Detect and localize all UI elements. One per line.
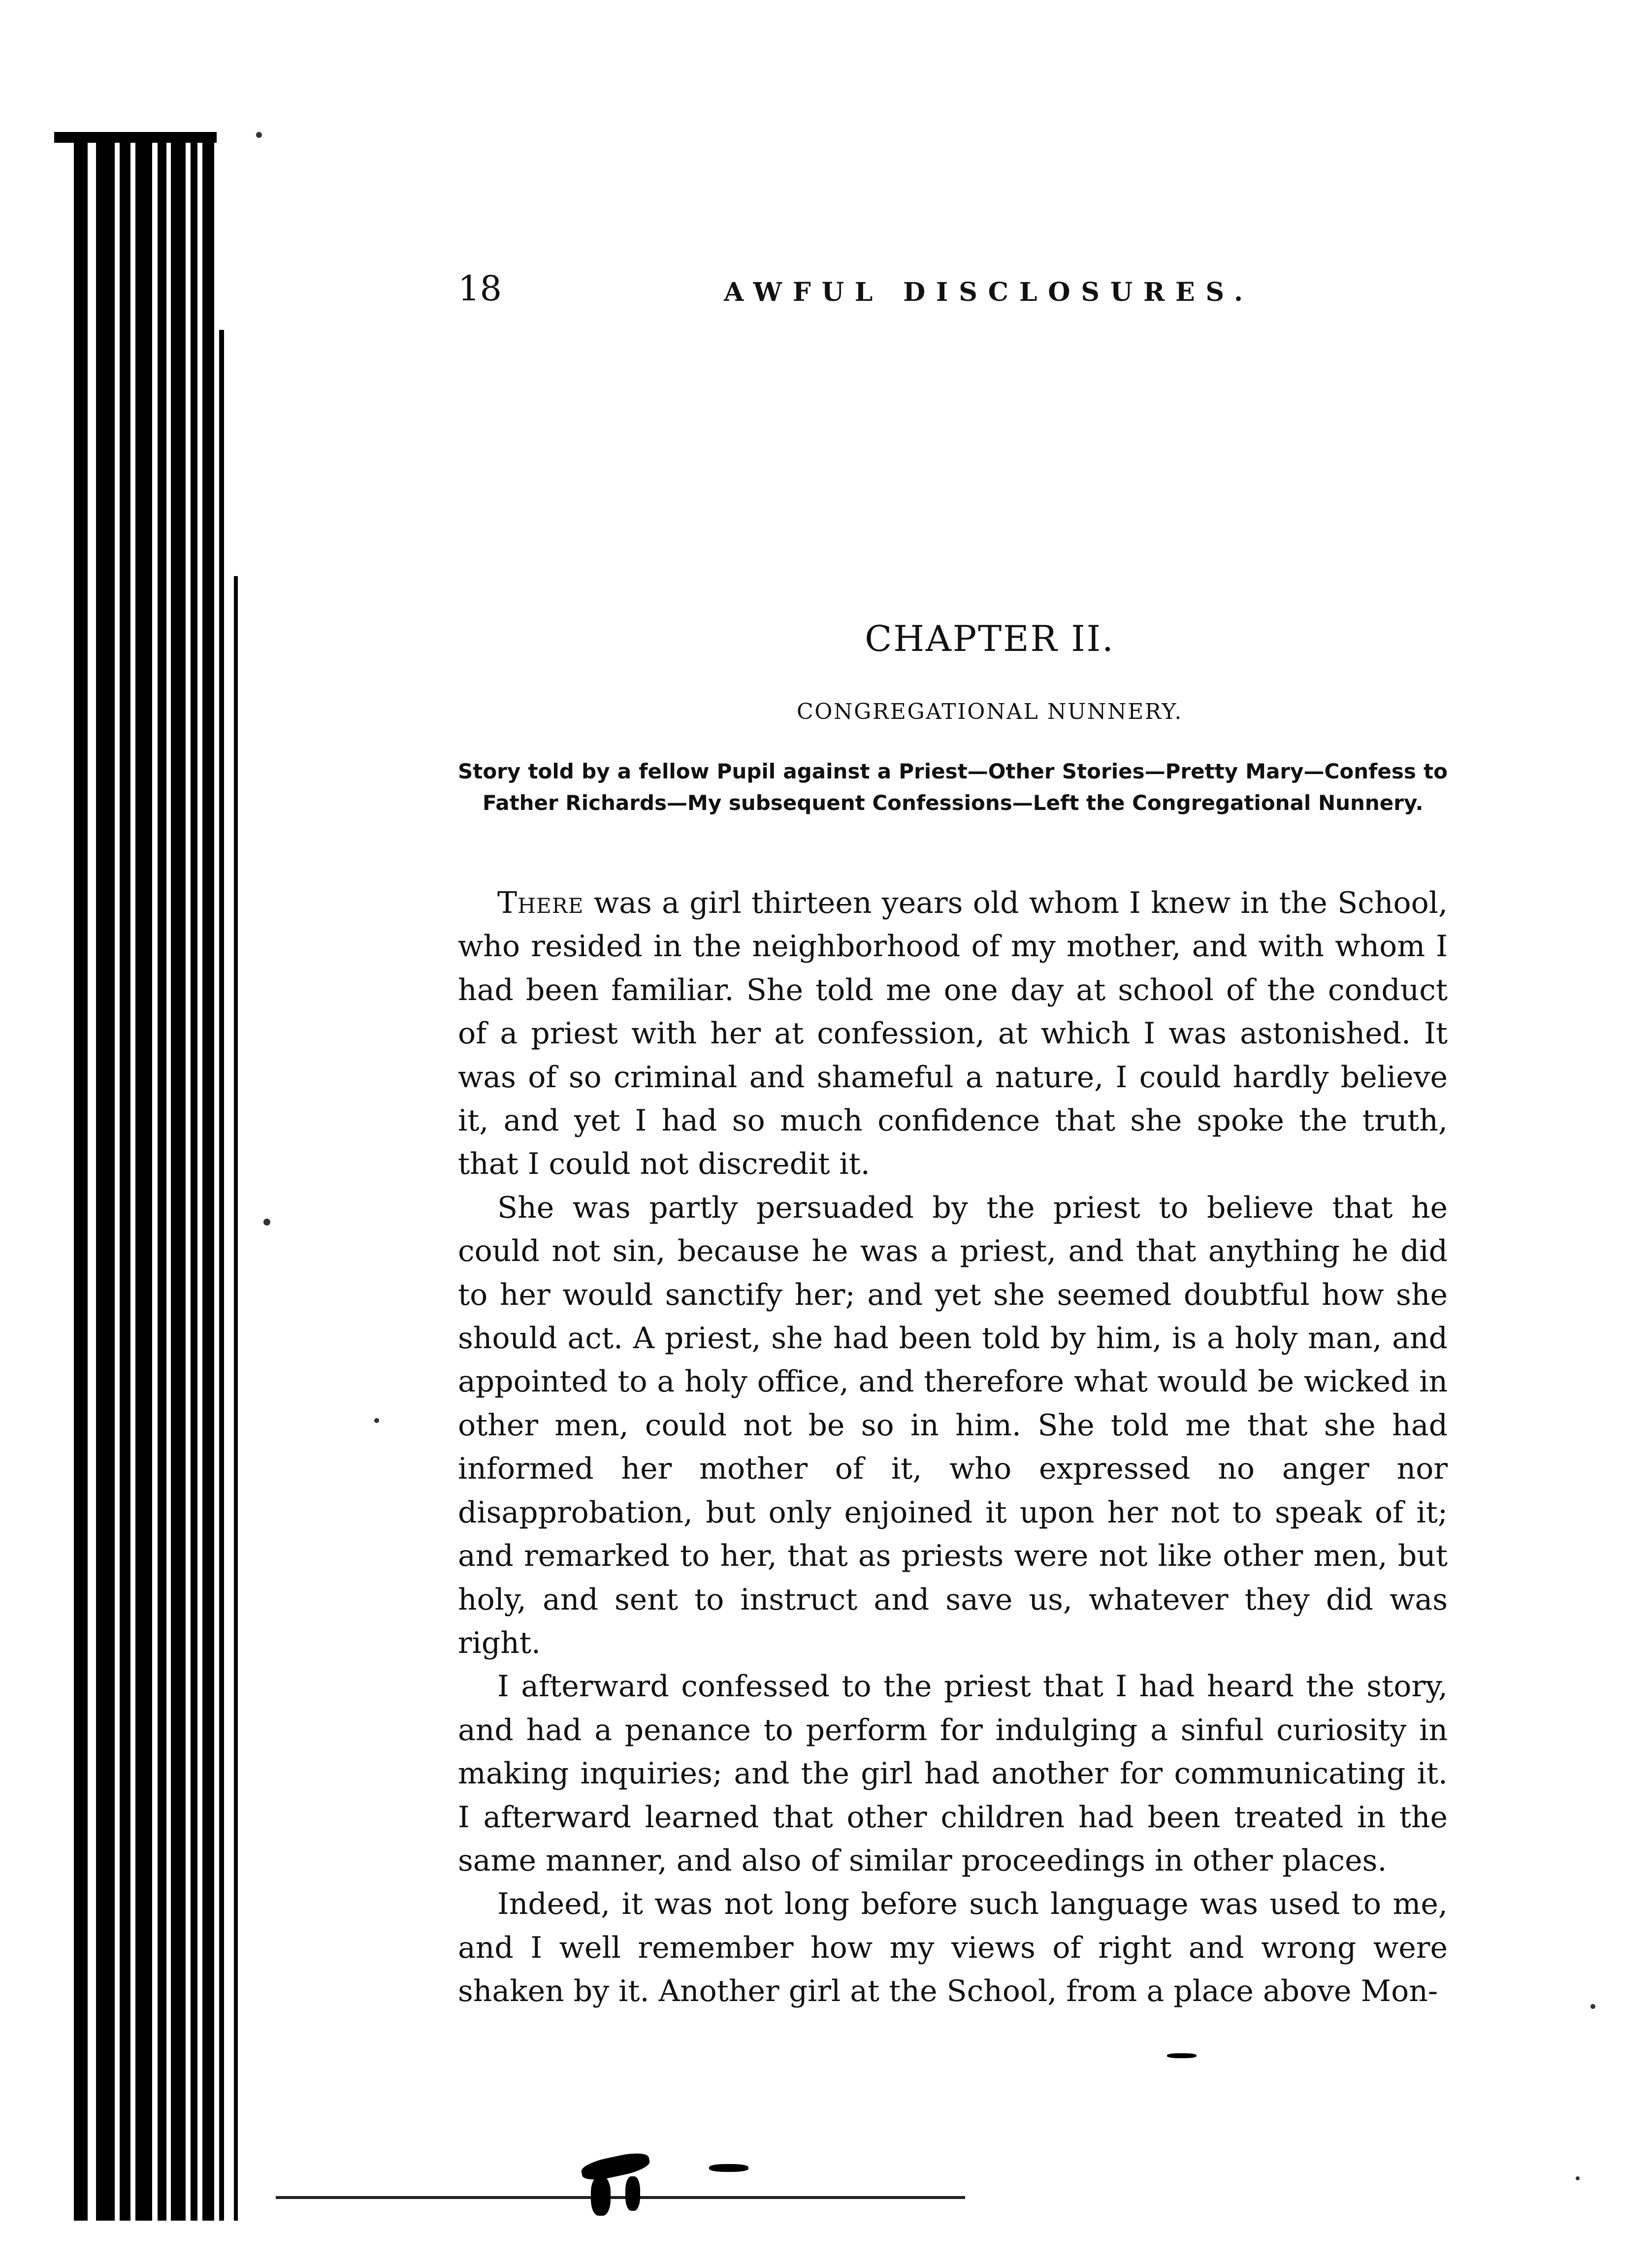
chapter-title: CHAPTER II.	[865, 618, 1115, 659]
ink-blot	[580, 2150, 651, 2183]
running-title: AWFUL DISCLOSURES.	[724, 277, 1254, 307]
paragraph-text: I afterward confessed to the priest that I had heard the story, and had a penance to perform for indulging a sinful curiosity in making inquiries; and the girl had another for communicating it. I afterward learned that other children had been treated in the same manner, and also of similar proceedings in other places.	[458, 1669, 1448, 1878]
paragraph-lead-word: There	[497, 886, 584, 920]
ink-blot	[1167, 2053, 1197, 2058]
paragraph-text: She was partly persuaded by the priest to believe that he could not sin, because he was a priest, and that anything he did to her would sanctify her; and yet she seemed doubtful how she should act. A priest, she had been told by him, is a holy man, and appointed to a holy office, and therefore what would be wicked in other men, could not be so in him. She told me that she had informed her mother of it, who expressed no anger nor disapprobation, but only enjoined it upon her not to speak of it; and remarked to her, that as priests were not like other men, but holy, and sent to instruct and save us, whatever they did was right.	[458, 1190, 1448, 1660]
scan-speck	[263, 1219, 270, 1226]
chapter-subtitle: CONGREGATIONAL NUNNERY.	[797, 699, 1183, 724]
paragraph	[458, 1186, 1448, 1665]
ink-blot	[591, 2176, 611, 2216]
scan-speck	[1590, 2004, 1595, 2009]
ink-blot	[709, 2164, 748, 2172]
book-spine-edge	[57, 133, 268, 2221]
running-head	[458, 268, 1453, 323]
chapter-summary: Story told by a fellow Pupil against a Priest—Other Stories—Pretty Mary—Confess to Father Richards—My subsequent Confessions—Left the Congregational Nunnery.	[458, 759, 1448, 815]
paragraph	[458, 1665, 1448, 1882]
paragraph-text: was a girl thirteen years old whom I knew in the School, who resided in the neighborhood of my mother, and with whom I had been familiar. She told me one day at school of the conduct of a priest with her at confession, at which I was astonished. It was of so criminal and shameful a nature, I could hardly believe it, and yet I had so much confidence that she spoke the truth, that I could not discredit it.	[458, 886, 1448, 1182]
paragraph	[458, 1882, 1448, 2013]
scan-speck	[1576, 2176, 1580, 2180]
paragraph-text: Indeed, it was not long before such language was used to me, and I well remember how my views of right and wrong were shaken by it. Another girl at the School, from a place above Mon-	[458, 1887, 1448, 2009]
body-text	[458, 881, 1448, 2013]
scan-bottom-rule	[276, 2196, 965, 2199]
scan-speck	[256, 132, 262, 138]
ink-blot	[625, 2176, 640, 2211]
paragraph	[458, 881, 1448, 1186]
scan-speck	[374, 1418, 379, 1423]
page-number: 18	[458, 268, 502, 309]
